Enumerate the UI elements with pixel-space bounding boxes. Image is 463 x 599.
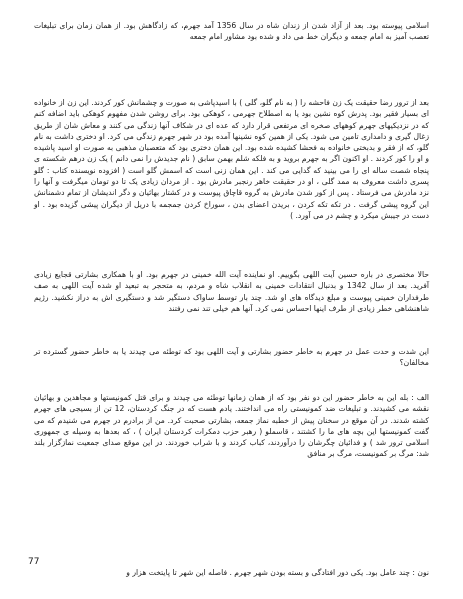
paragraph-5: الف : بله این به خاطر حضور این دو نفر بود که از همان زمانها توطئه می چیدند و برای قتل کمونیستها و مجاهدین و بهائیان نقشه می کشیدند. و تبلیغات ضد کمونیستی راه می انداختند. یادم هست که در جنگ کردستان، 12 تن از بسیجی های جهرم کشته شدند. در آن موقع در سخنان پیش از خطبه نماز جمعه، بشارتی صحبت کرد. من از برادرم در جهرم می شنیدم که می گفت کمونیستها این بچه های ما را کشتند ، قاسملو ( رهبر حزب دمکرات کردستان ایران ) ، که بعدها به وسیله ی جمهوری اسلامی ترور شد ) و فدائیان چگرشان را درآوردند، کباب کردند و با شراب خوردند. در این موقع صدای جمعیت نمازگزار بلند شد: مرگ بر کمونیست، مرگ بر منافق: [34, 393, 429, 459]
paragraph-2: بعد از ترور رضا حقیقت یک زن فاحشه را ( به نام گلو، گلی ) با اسیدپاشی به صورت و چشمانش کور کردند. این زن از خانواده ای بسیار فقیر بود. پدرش کوه نشین بود یا به اصطلاح جهرمی ، کوهکی بود. برای روشن شدن مفهوم کوهکی باید اضافه کنم که در نزدیکیهای جهرم کوههای صخره ای مرتفعی قرار دارد که عده ای در شکاف آنها زندگی می کنند و معاش شان از طریق زغال گیری و دامداری تامین می شود. یکی از همین کوه نشینها آمده بود در شهر جهرم زندگی می کرد. او دختری داشت به نام گلو، که از فقر و بدبختی خانواده به فحشا کشیده شده بود. این همان دختری بود که متعصبان مذهبی به صورت او اسید پاشیده و او را کور کردند . او اکنون اگر به جهرم بروید و به فلکه شلم بهمن سابق ( نام جدیدش را نمی دانم ) یک زن درهم شکسته ی پنجاه شصت ساله ای را می بینید که گدایی می کند . این همان زنی است که اسمش گلو است ( افزوده نویسنده کتاب : گلو پسری داشت معروف به ممد گلی ، او در حقیقت خاهر رنجبر مادرش بود . از مردان زیادی یک تا دو تومان میگرفت و آنها را نزد مادرش می فرستاد . پس از کور شدن مادرش به گروه قاچاق پیوست و در کشتار بهائیان و دگر اندیشان از تمام دشمنانش این گروه پیشی گرفت . در تکه تکه کردن ، بریدن اعضای بدن ، سوراخ کردن جمجمه با دریل از دیگران پیشی گزیده بود . او دست در جیبش میکرد و چشم در می آورد. ): [34, 98, 429, 220]
paragraph-4: این شدت و حدت عمل در جهرم به خاطر حضور بشارتی و آیت اللهی بود که توطئه می چیدند یا به خاطر حضور گسترده تر مخالفان؟: [34, 347, 429, 368]
paragraph-1: اسلامی پیوسته بود. بعد از آزاد شدن از زندان شاه در سال 1356 آمد جهرم، که زادگاهش بود. از همان زمان برای تبلیغات تعصب آمیز به امام جمعه و دیگران خط می داد و شده بود مشاور امام جمعه: [34, 21, 429, 42]
paragraph-6: نون : چند عامل بود. یکی دور افتادگی و بسته بودن شهر جهرم . فاصله این شهر تا پایتخت هزار و: [126, 568, 429, 577]
paragraph-3: حالا مختصری در باره حسین آیت اللهی بگوییم. او نماینده آیت الله خمینی در جهرم بود. او با همکاری بشارتی قجایع زیادی آفرید. بعد از سال 1342 و بدنبال انتقادات خمینی به انقلاب شاه و مردم، به متحجر به تبعید او شده آیت اللهی به صف طرفداران خمینی پیوست و مبلغ دیدگاه های او شد. چند بار توسط ساواک دستگیر شد و دستگیری اش به دراز نکشید. رژیم شاهنشاهی خطر زیادی از طرف اینها احساس نمی کرد. آنها هم خیلی تند نمی رفتند: [34, 270, 429, 313]
page-number: 77: [28, 557, 40, 567]
